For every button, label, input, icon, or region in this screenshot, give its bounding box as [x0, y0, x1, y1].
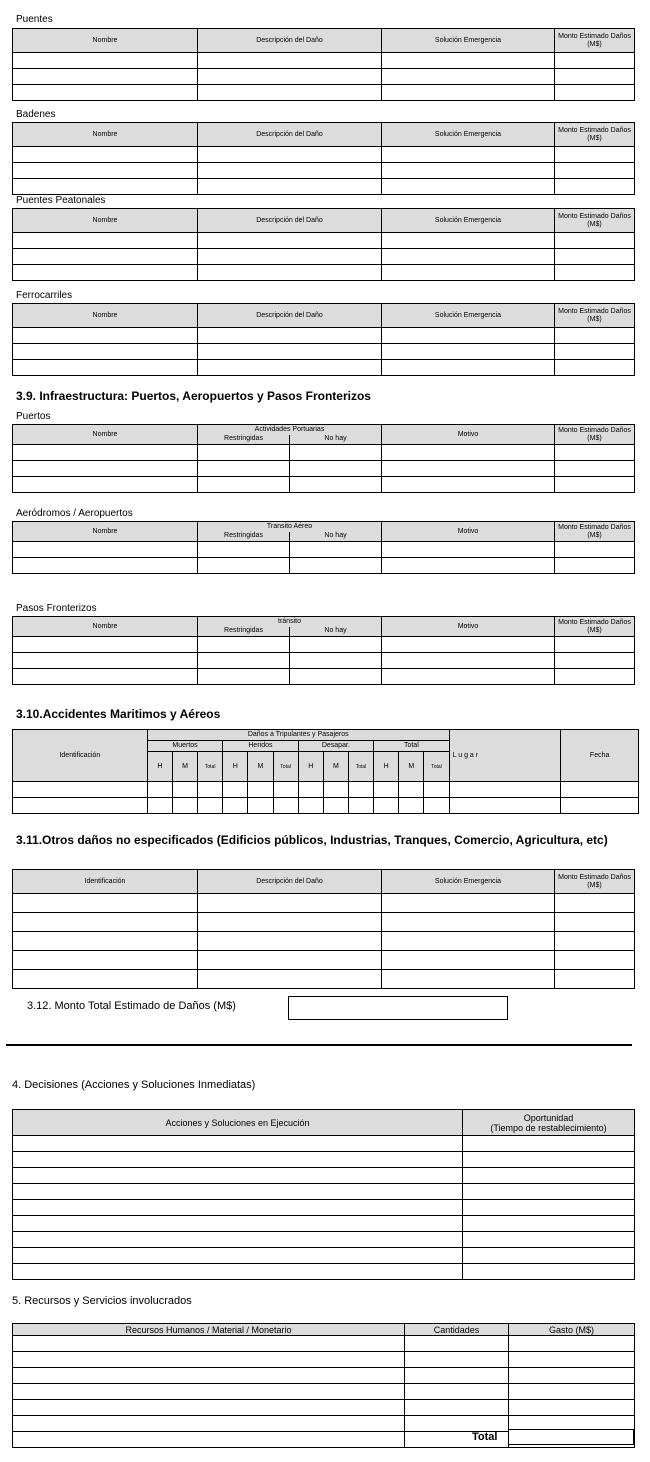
- table-row[interactable]: [13, 1152, 635, 1168]
- col-nombre: Nombre: [13, 304, 198, 328]
- col-nombre: Nombre: [13, 123, 198, 147]
- oportunidad-label: Oportunidad: [523, 1112, 574, 1123]
- heading-infraestructura: 3.9. Infraestructura: Puertos, Aeropuertos y Pasos Fronterizos: [16, 389, 371, 403]
- col-transito: tránsito: [198, 617, 382, 627]
- col-recursos-humanos: Recursos Humanos / Material / Monetario: [13, 1324, 405, 1336]
- table-row[interactable]: [13, 1184, 635, 1200]
- table-row[interactable]: [13, 1216, 635, 1232]
- table-badenes: [12, 122, 635, 195]
- col-gasto: Gasto (M$): [509, 1324, 635, 1336]
- col-solucion: Solución Emergencia: [382, 209, 555, 233]
- table-row[interactable]: [13, 782, 639, 798]
- table-row[interactable]: [13, 798, 639, 814]
- table-row[interactable]: [13, 894, 635, 913]
- col-m: M: [323, 752, 348, 782]
- col-monto: Monto Estimado Daños (M$): [555, 870, 635, 894]
- col-actividades-portuarias: Actividades Portuarias: [198, 425, 382, 435]
- col-monto: Monto Estimado Daños (M$): [555, 522, 635, 542]
- col-total-small: Total: [198, 752, 223, 782]
- col-monto: Monto Estimado Daños (M$): [555, 617, 635, 637]
- table-row[interactable]: [13, 1400, 635, 1416]
- section-label-puentes: Puentes: [16, 14, 53, 25]
- col-desapar: Desapar.: [298, 741, 373, 752]
- table-puentes: [12, 28, 635, 101]
- table-accidentes: [12, 729, 639, 814]
- table-row[interactable]: [13, 344, 635, 360]
- col-descripcion: Descripción del Daño: [198, 304, 382, 328]
- col-solucion: Solución Emergencia: [382, 29, 555, 53]
- col-lugar: L u g a r: [449, 730, 561, 782]
- section-label-ferrocarriles: Ferrocarriles: [16, 290, 73, 301]
- col-descripcion: Descripción del Daño: [198, 870, 382, 894]
- total-label: Total: [472, 1431, 498, 1443]
- section-label-pasos: Pasos Fronterizos: [16, 603, 97, 614]
- table-row[interactable]: [13, 653, 635, 669]
- col-transito-aereo: Transito Aéreo: [198, 522, 382, 532]
- section-label-peatonales: Puentes Peatonales: [16, 195, 106, 206]
- table-otros-danos: [12, 869, 635, 989]
- table-peatonales: [12, 208, 635, 281]
- col-solucion: Solución Emergencia: [382, 123, 555, 147]
- col-solucion: Solución Emergencia: [382, 870, 555, 894]
- col-acciones: Acciones y Soluciones en Ejecución: [13, 1110, 463, 1136]
- col-cantidades: Cantidades: [405, 1324, 509, 1336]
- table-row[interactable]: [13, 265, 635, 281]
- col-no-hay: No hay: [290, 532, 382, 542]
- col-no-hay: No hay: [290, 627, 382, 637]
- table-row[interactable]: [13, 1264, 635, 1280]
- col-nombre: Nombre: [13, 209, 198, 233]
- table-row[interactable]: [13, 163, 635, 179]
- oportunidad-sub: (Tiempo de restablecimiento): [490, 1122, 607, 1133]
- heading-decisiones: 4. Decisiones (Acciones y Soluciones Inmediatas): [12, 1079, 256, 1091]
- table-row[interactable]: [13, 669, 635, 685]
- col-h: H: [147, 752, 172, 782]
- table-row[interactable]: [13, 951, 635, 970]
- heading-accidentes: 3.10.Accidentes Maritimos y Aéreos: [16, 707, 221, 721]
- table-row[interactable]: [13, 85, 635, 101]
- table-row[interactable]: [13, 1336, 635, 1352]
- col-motivo: Motivo: [382, 425, 555, 445]
- table-row[interactable]: [13, 1168, 635, 1184]
- divider: [6, 1044, 632, 1046]
- col-solucion: Solución Emergencia: [382, 304, 555, 328]
- table-row[interactable]: [13, 970, 635, 989]
- table-pasos-fronterizos: [12, 616, 635, 685]
- table-decisiones: [12, 1109, 635, 1280]
- col-total-small: Total: [424, 752, 449, 782]
- table-row[interactable]: [13, 477, 635, 493]
- table-ferrocarriles: [12, 303, 635, 376]
- table-row[interactable]: [13, 328, 635, 344]
- section-label-badenes: Badenes: [16, 109, 56, 120]
- table-row[interactable]: [13, 542, 635, 558]
- col-restringidas: Restringidas: [198, 627, 290, 637]
- col-restringidas: Restringidas: [198, 532, 290, 542]
- table-row[interactable]: [13, 1136, 635, 1152]
- col-h: H: [374, 752, 399, 782]
- col-muertos: Muertos: [147, 741, 222, 752]
- col-monto: Monto Estimado Daños (M$): [555, 209, 635, 233]
- heading-recursos: 5. Recursos y Servicios involucrados: [12, 1295, 192, 1307]
- section-label-aerodromos: Aeródromos / Aeropuertos: [16, 508, 133, 519]
- total-gasto-field[interactable]: [508, 1429, 634, 1445]
- col-heridos: Heridos: [223, 741, 298, 752]
- table-row[interactable]: [13, 53, 635, 69]
- table-row[interactable]: [13, 1200, 635, 1216]
- table-row[interactable]: [13, 461, 635, 477]
- col-nombre: Nombre: [13, 29, 198, 53]
- col-motivo: Motivo: [382, 522, 555, 542]
- col-monto: Monto Estimado Daños (M$): [555, 425, 635, 445]
- col-h: H: [223, 752, 248, 782]
- table-row[interactable]: [13, 1248, 635, 1264]
- col-descripcion: Descripción del Daño: [198, 209, 382, 233]
- col-total-small: Total: [273, 752, 298, 782]
- table-row[interactable]: [13, 249, 635, 265]
- heading-otros-danos: 3.11.Otros daños no especificados (Edificios públicos, Industrias, Tranques, Comercio, Agricultura, etc): [16, 833, 608, 847]
- table-row[interactable]: [13, 69, 635, 85]
- table-row[interactable]: [13, 179, 635, 195]
- table-puertos: [12, 424, 635, 493]
- table-row[interactable]: [13, 1384, 635, 1400]
- col-identificacion: Identificación: [13, 730, 148, 782]
- monto-total-label: 3.12. Monto Total Estimado de Daños (M$): [27, 1000, 236, 1012]
- col-monto: Monto Estimado Daños (M$): [555, 123, 635, 147]
- col-oportunidad: [463, 1110, 635, 1136]
- table-row[interactable]: [13, 1352, 635, 1368]
- col-m: M: [248, 752, 273, 782]
- table-row[interactable]: [13, 1232, 635, 1248]
- table-aerodromos: [12, 521, 635, 574]
- col-h: H: [298, 752, 323, 782]
- col-nombre: Nombre: [13, 522, 198, 542]
- table-row[interactable]: [13, 233, 635, 249]
- table-row[interactable]: [13, 932, 635, 951]
- col-total: Total: [374, 741, 450, 752]
- table-row[interactable]: [13, 147, 635, 163]
- col-motivo: Motivo: [382, 617, 555, 637]
- col-total-small: Total: [348, 752, 373, 782]
- col-restringidas: Restringidas: [198, 435, 290, 445]
- section-label-puertos: Puertos: [16, 411, 51, 422]
- col-identificacion: Identificación: [13, 870, 198, 894]
- col-no-hay: No hay: [290, 435, 382, 445]
- col-nombre: Nombre: [13, 617, 198, 637]
- col-descripcion: Descripción del Daño: [198, 123, 382, 147]
- table-row[interactable]: [13, 360, 635, 376]
- col-m: M: [399, 752, 424, 782]
- col-fecha: Fecha: [561, 730, 639, 782]
- monto-total-field[interactable]: [288, 996, 508, 1020]
- table-row[interactable]: [13, 445, 635, 461]
- col-m: M: [172, 752, 197, 782]
- col-danos-tripulantes: Daños a Tripulantes y Pasajeros: [147, 730, 449, 741]
- table-row[interactable]: [13, 558, 635, 574]
- table-row[interactable]: [13, 1368, 635, 1384]
- table-row[interactable]: [13, 637, 635, 653]
- col-monto: Monto Estimado Daños (M$): [555, 304, 635, 328]
- table-row[interactable]: [13, 913, 635, 932]
- col-nombre: Nombre: [13, 425, 198, 445]
- col-monto: Monto Estimado Daños (M$): [555, 29, 635, 53]
- col-descripcion: Descripción del Daño: [198, 29, 382, 53]
